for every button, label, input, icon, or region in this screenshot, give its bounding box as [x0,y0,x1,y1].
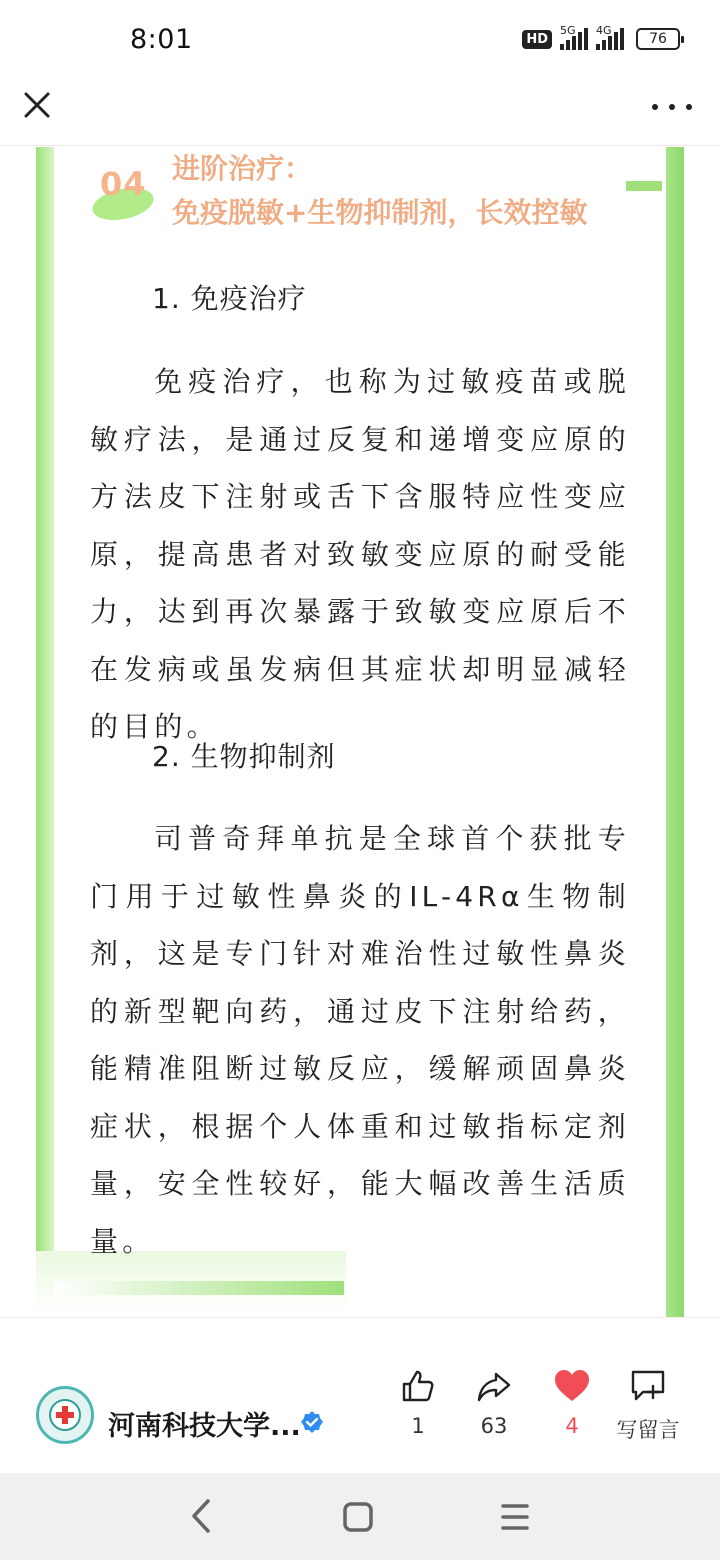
top-nav [0,84,720,146]
comment-label: 写留言 [616,1418,680,1442]
status-bar [0,0,720,84]
frame-bottom-line [54,1281,344,1295]
section-title [172,147,587,235]
author-name[interactable]: 河南科技大学... [108,1411,301,1442]
menu-icon[interactable] [500,1501,530,1537]
hospital-logo-icon [48,1398,82,1432]
section-number: 04 [100,165,147,203]
section-title-line1: 进阶治疗： [172,152,313,185]
status-icons [522,24,680,50]
system-nav-bar [0,1473,720,1560]
signal-4g-icon: 4G [596,28,624,50]
home-icon[interactable] [342,1501,374,1537]
subheading-biologic: 2. 生物抑制剂 [152,740,336,773]
write-comment-button[interactable] [608,1368,688,1444]
battery-icon [636,28,680,50]
like-button[interactable] [378,1368,458,1438]
status-time: 8:01 [130,24,193,55]
frame-right-decoration [666,147,684,1317]
subheading-immunotherapy: 1. 免疫治疗 [152,282,307,315]
close-icon[interactable] [18,86,58,126]
paragraph-immunotherapy: 免疫治疗，也称为过敏疫苗或脱敏疗法，是通过反复和递增变应原的方法皮下注射或舌下含服特应性变应原，提高患者对致敏变应原的耐受能力，达到再次暴露于致敏变应原后不在发病或虽发病但其症状却明显减轻的目的。 [90,365,630,743]
back-icon[interactable] [184,1497,218,1539]
section-title-line2: 免疫脱敏+生物抑制剂，长效控敏 [172,196,588,229]
verified-icon [300,1410,324,1434]
article-content [0,147,720,1317]
heart-count: 4 [565,1414,579,1438]
author-avatar[interactable] [36,1386,94,1444]
thumbs-up-icon [400,1368,436,1404]
title-deco-bar [626,181,662,191]
comment-icon [629,1368,667,1404]
share-count: 63 [480,1414,508,1438]
hd-badge: HD [522,30,552,49]
more-dots-icon[interactable] [652,92,692,122]
frame-left-decoration [36,147,54,1267]
share-arrow-icon [476,1368,512,1404]
battery-level: 76 [649,31,667,47]
signal-5g-icon: 5G [560,28,588,50]
share-button[interactable] [454,1368,534,1438]
paragraph-biologic: 司普奇拜单抗是全球首个获批专门用于过敏性鼻炎的IL-4Rα生物制剂，这是专门针对难治性过敏性鼻炎的新型靶向药，通过皮下注射给药，能精准阻断过敏反应，缓解顽固鼻炎症状，根据个人体重和过敏指标定剂量，安全性较好，能大幅改善生活质量。 [90,822,630,1258]
action-bar [0,1317,720,1473]
favorite-button[interactable] [532,1368,612,1438]
like-count: 1 [411,1414,425,1438]
heart-icon [553,1368,591,1404]
